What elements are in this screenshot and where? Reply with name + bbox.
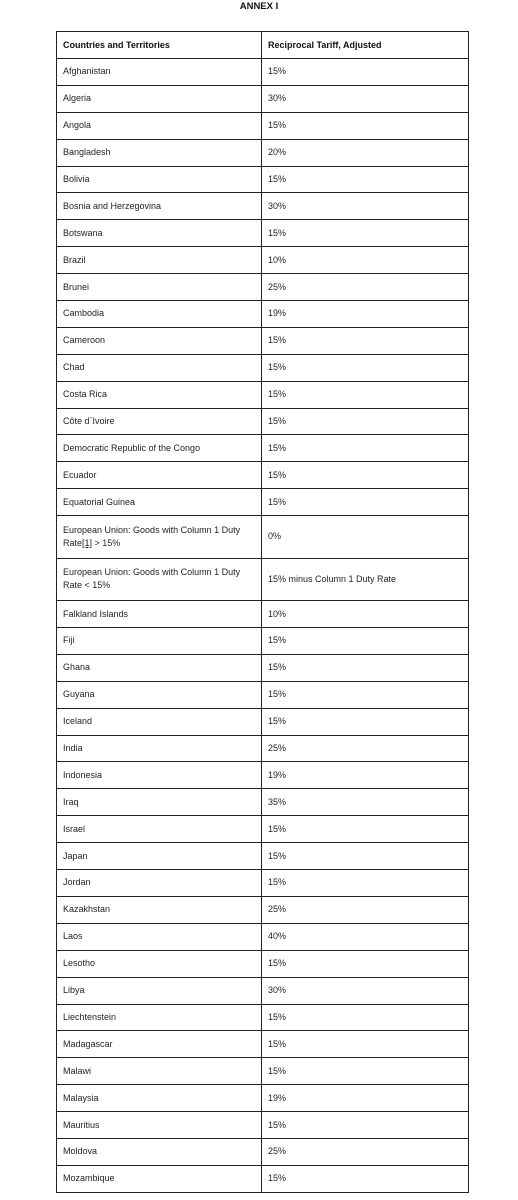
table-row bbox=[57, 843, 469, 870]
country-cell: Cambodia bbox=[57, 301, 262, 328]
table-body bbox=[57, 59, 469, 1193]
country-cell: India bbox=[57, 735, 262, 762]
tariff-cell: 15% bbox=[262, 1165, 469, 1192]
table-row bbox=[57, 1085, 469, 1112]
table-row bbox=[57, 1138, 469, 1165]
tariff-cell: 15% bbox=[262, 1058, 469, 1085]
tariff-cell: 15% bbox=[262, 408, 469, 435]
table-row bbox=[57, 85, 469, 112]
country-cell: Liechtenstein bbox=[57, 1004, 262, 1031]
tariff-cell: 15% bbox=[262, 1004, 469, 1031]
country-cell: Cameroon bbox=[57, 327, 262, 354]
country-cell: Malawi bbox=[57, 1058, 262, 1085]
country-cell: Lesotho bbox=[57, 950, 262, 977]
table-row bbox=[57, 789, 469, 816]
country-cell: Jordan bbox=[57, 870, 262, 897]
table-row bbox=[57, 489, 469, 516]
table-row bbox=[57, 408, 469, 435]
table-row bbox=[57, 327, 469, 354]
tariff-cell: 15% bbox=[262, 654, 469, 681]
tariff-cell: 10% bbox=[262, 247, 469, 274]
tariff-cell: 15% bbox=[262, 950, 469, 977]
tariff-cell: 15% bbox=[262, 462, 469, 489]
tariff-cell: 15% bbox=[262, 870, 469, 897]
tariff-cell: 10% bbox=[262, 601, 469, 628]
tariff-cell: 15% bbox=[262, 220, 469, 247]
table-row bbox=[57, 247, 469, 274]
table-row bbox=[57, 601, 469, 628]
tariff-cell: 15% bbox=[262, 435, 469, 462]
tariff-cell: 25% bbox=[262, 896, 469, 923]
country-cell: Iraq bbox=[57, 789, 262, 816]
country-cell: Afghanistan bbox=[57, 59, 262, 86]
country-cell: Angola bbox=[57, 112, 262, 139]
country-cell: Iceland bbox=[57, 708, 262, 735]
tariff-cell: 15% bbox=[262, 354, 469, 381]
table-row bbox=[57, 950, 469, 977]
country-cell: Falkland Islands bbox=[57, 601, 262, 628]
country-cell: Mauritius bbox=[57, 1112, 262, 1139]
table-row bbox=[57, 681, 469, 708]
country-cell: Fiji bbox=[57, 628, 262, 655]
table-row bbox=[57, 112, 469, 139]
tariff-cell: 40% bbox=[262, 923, 469, 950]
country-cell: Equatorial Guinea bbox=[57, 489, 262, 516]
table-row bbox=[57, 301, 469, 328]
tariff-cell: 15% bbox=[262, 166, 469, 193]
table-row bbox=[57, 354, 469, 381]
table-row bbox=[57, 735, 469, 762]
country-cell: Côte d`Ivoire bbox=[57, 408, 262, 435]
tariff-cell: 35% bbox=[262, 789, 469, 816]
country-cell: Costa Rica bbox=[57, 381, 262, 408]
table-row bbox=[57, 381, 469, 408]
country-cell: Ecuador bbox=[57, 462, 262, 489]
tariff-cell: 15% bbox=[262, 381, 469, 408]
table-row bbox=[57, 59, 469, 86]
table-row bbox=[57, 220, 469, 247]
tariff-cell: 25% bbox=[262, 735, 469, 762]
country-cell: Bosnia and Herzegovina bbox=[57, 193, 262, 220]
tariff-cell: 19% bbox=[262, 762, 469, 789]
table-row bbox=[57, 462, 469, 489]
country-cell: Bangladesh bbox=[57, 139, 262, 166]
annex-title: ANNEX I bbox=[239, 1, 279, 12]
country-cell: Malaysia bbox=[57, 1085, 262, 1112]
country-cell: Israel bbox=[57, 816, 262, 843]
table-header-row bbox=[57, 32, 469, 59]
country-cell: Democratic Republic of the Congo bbox=[57, 435, 262, 462]
tariff-cell: 15% bbox=[262, 59, 469, 86]
tariff-table bbox=[56, 31, 469, 1193]
country-cell: Mozambique bbox=[57, 1165, 262, 1192]
country-cell: Brazil bbox=[57, 247, 262, 274]
footnote-link[interactable]: [1] bbox=[82, 537, 93, 548]
table-row bbox=[57, 708, 469, 735]
tariff-cell: 15% bbox=[262, 681, 469, 708]
table-row bbox=[57, 762, 469, 789]
table-row bbox=[57, 166, 469, 193]
tariff-cell: 19% bbox=[262, 1085, 469, 1112]
country-cell: Indonesia bbox=[57, 762, 262, 789]
country-text-suffix: > 15% bbox=[92, 537, 121, 548]
tariff-cell: 15% bbox=[262, 327, 469, 354]
country-cell: Japan bbox=[57, 843, 262, 870]
table-row bbox=[57, 896, 469, 923]
country-cell: Madagascar bbox=[57, 1031, 262, 1058]
tariff-cell: 15% bbox=[262, 112, 469, 139]
header-tariff: Reciprocal Tariff, Adjusted bbox=[262, 32, 469, 59]
country-cell: Algeria bbox=[57, 85, 262, 112]
tariff-cell: 15% bbox=[262, 708, 469, 735]
country-text: European Union: Goods with Column 1 Duty Rate bbox=[63, 524, 241, 548]
table-row bbox=[57, 654, 469, 681]
tariff-cell: 15% bbox=[262, 816, 469, 843]
header-country: Countries and Territories bbox=[57, 32, 262, 59]
country-cell: Bolivia bbox=[57, 166, 262, 193]
country-cell: Moldova bbox=[57, 1138, 262, 1165]
country-cell: Libya bbox=[57, 977, 262, 1004]
table-row bbox=[57, 516, 469, 559]
table-row bbox=[57, 1004, 469, 1031]
country-cell: Laos bbox=[57, 923, 262, 950]
table-row bbox=[57, 1031, 469, 1058]
table-row bbox=[57, 870, 469, 897]
tariff-cell: 25% bbox=[262, 1138, 469, 1165]
table-row bbox=[57, 923, 469, 950]
tariff-cell: 30% bbox=[262, 193, 469, 220]
tariff-cell: 19% bbox=[262, 301, 469, 328]
tariff-cell: 15% bbox=[262, 489, 469, 516]
country-cell: Kazakhstan bbox=[57, 896, 262, 923]
tariff-cell: 20% bbox=[262, 139, 469, 166]
country-cell: European Union: Goods with Column 1 Duty Rate < 15% bbox=[57, 558, 262, 601]
table-row bbox=[57, 816, 469, 843]
tariff-cell: 15% bbox=[262, 1112, 469, 1139]
country-cell: Ghana bbox=[57, 654, 262, 681]
country-cell: Brunei bbox=[57, 274, 262, 301]
table-row bbox=[57, 1165, 469, 1192]
table-row bbox=[57, 558, 469, 601]
tariff-cell: 15% bbox=[262, 1031, 469, 1058]
tariff-cell: 25% bbox=[262, 274, 469, 301]
tariff-cell: 15% bbox=[262, 628, 469, 655]
tariff-cell: 30% bbox=[262, 85, 469, 112]
tariff-cell: 15% minus Column 1 Duty Rate bbox=[262, 558, 469, 601]
table-row bbox=[57, 1112, 469, 1139]
table-row bbox=[57, 1058, 469, 1085]
country-cell: Chad bbox=[57, 354, 262, 381]
table-row bbox=[57, 139, 469, 166]
country-cell: Botswana bbox=[57, 220, 262, 247]
country-cell: Guyana bbox=[57, 681, 262, 708]
tariff-cell: 15% bbox=[262, 843, 469, 870]
tariff-cell: 0% bbox=[262, 516, 469, 559]
country-cell bbox=[57, 516, 262, 559]
table-row bbox=[57, 977, 469, 1004]
table-row bbox=[57, 435, 469, 462]
tariff-cell: 30% bbox=[262, 977, 469, 1004]
table-row bbox=[57, 193, 469, 220]
table-row bbox=[57, 274, 469, 301]
table-row bbox=[57, 628, 469, 655]
